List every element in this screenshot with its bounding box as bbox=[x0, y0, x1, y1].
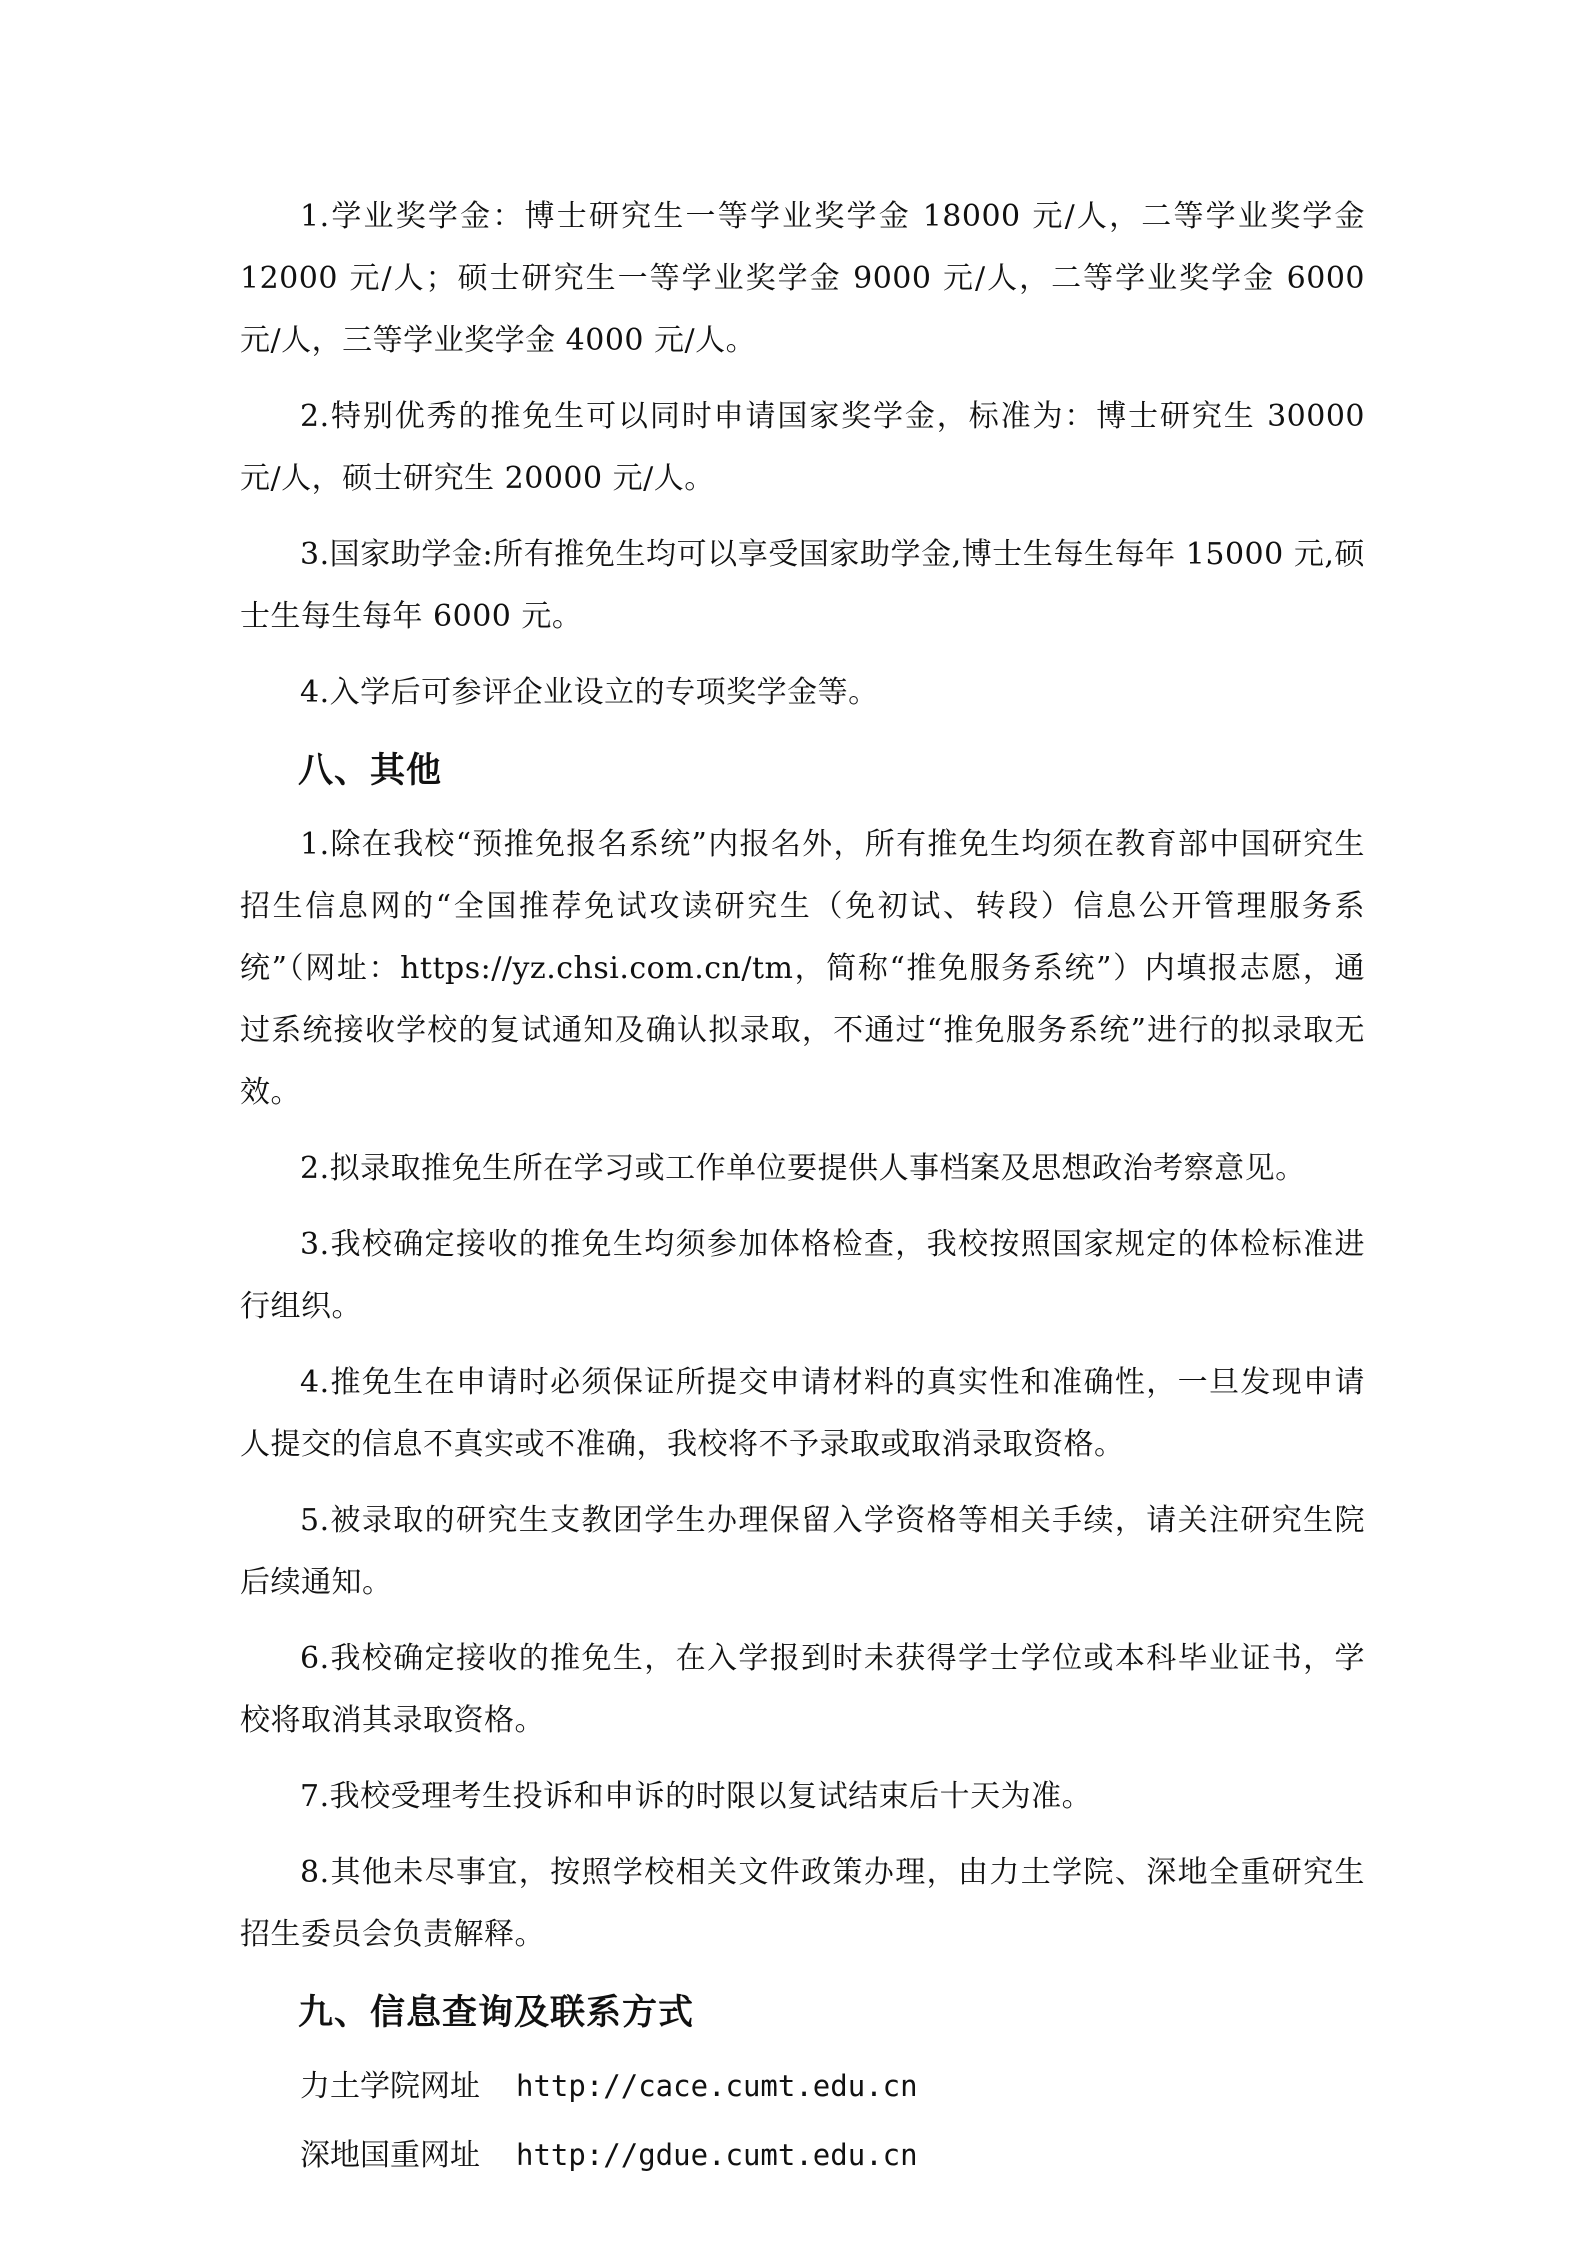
document-body bbox=[240, 186, 1365, 2194]
contact-row-gdue bbox=[240, 2125, 1365, 2186]
section-scholarships bbox=[240, 186, 1365, 724]
scholarship-item-4: 4.入学后可参评企业设立的专项奖学金等。 bbox=[300, 675, 879, 710]
other-item-3: 3.我校确定接收的推免生均须参加体格检查，我校按照国家规定的体检标准进行组织。 bbox=[240, 1227, 1365, 1324]
scholarship-item-2: 2.特别优秀的推免生可以同时申请国家奖学金，标准为：博士研究生 30000 元/人，硕士研究生 20000 元/人。 bbox=[240, 399, 1365, 496]
contact-url-gdue[interactable]: http://gdue.cumt.edu.cn bbox=[516, 2138, 918, 2172]
other-item-6: 6.我校确定接收的推免生，在入学报到时未获得学士学位或本科毕业证书，学校将取消其录取资格。 bbox=[240, 1641, 1365, 1738]
contact-row-cace bbox=[240, 2056, 1365, 2117]
other-item-1: 1.除在我校“预推免报名系统”内报名外，所有推免生均须在教育部中国研究生招生信息网的“全国推荐免试攻读研究生（免初试、转段）信息公开管理服务系统”（网址：https://yz.chsi.com.cn/tm，简称“推免服务系统”）内填报志愿，通过系统接收学校的复试通知及确认拟录取，不通过“推免服务系统”进行的拟录取无效。 bbox=[240, 827, 1365, 1110]
other-item-5: 5.被录取的研究生支教团学生办理保留入学资格等相关手续，请关注研究生院后续通知。 bbox=[240, 1503, 1365, 1600]
contact-label-gdue: 深地国重网址 bbox=[300, 2138, 480, 2173]
contact-label-cace: 力土学院网址 bbox=[300, 2069, 480, 2104]
other-item-7: 7.我校受理考生投诉和申诉的时限以复试结束后十天为准。 bbox=[300, 1779, 1093, 1814]
section-heading-other: 八、其他 bbox=[298, 751, 443, 791]
section-contact bbox=[240, 1980, 1365, 2186]
contact-url-cace[interactable]: http://cace.cumt.edu.cn bbox=[516, 2069, 918, 2103]
scholarship-item-1: 1.学业奖学金：博士研究生一等学业奖学金 18000 元/人，二等学业奖学金 12000 元/人；硕士研究生一等学业奖学金 9000 元/人，二等学业奖学金 6000 元/人，三等学业奖学金 4000 元/人。 bbox=[240, 199, 1365, 358]
other-item-4: 4.推免生在申请时必须保证所提交申请材料的真实性和准确性，一旦发现申请人提交的信息不真实或不准确，我校将不予录取或取消录取资格。 bbox=[240, 1365, 1365, 1462]
other-item-8: 8.其他未尽事宜，按照学校相关文件政策办理，由力土学院、深地全重研究生招生委员会负责解释。 bbox=[240, 1855, 1365, 1952]
other-item-2: 2.拟录取推免生所在学习或工作单位要提供人事档案及思想政治考察意见。 bbox=[300, 1151, 1306, 1186]
scholarship-item-3: 3.国家助学金:所有推免生均可以享受国家助学金,博士生每生每年 15000 元,硕士生每生每年 6000 元。 bbox=[240, 537, 1365, 634]
section-heading-contact: 九、信息查询及联系方式 bbox=[298, 1993, 695, 2033]
section-other bbox=[240, 738, 1365, 1966]
